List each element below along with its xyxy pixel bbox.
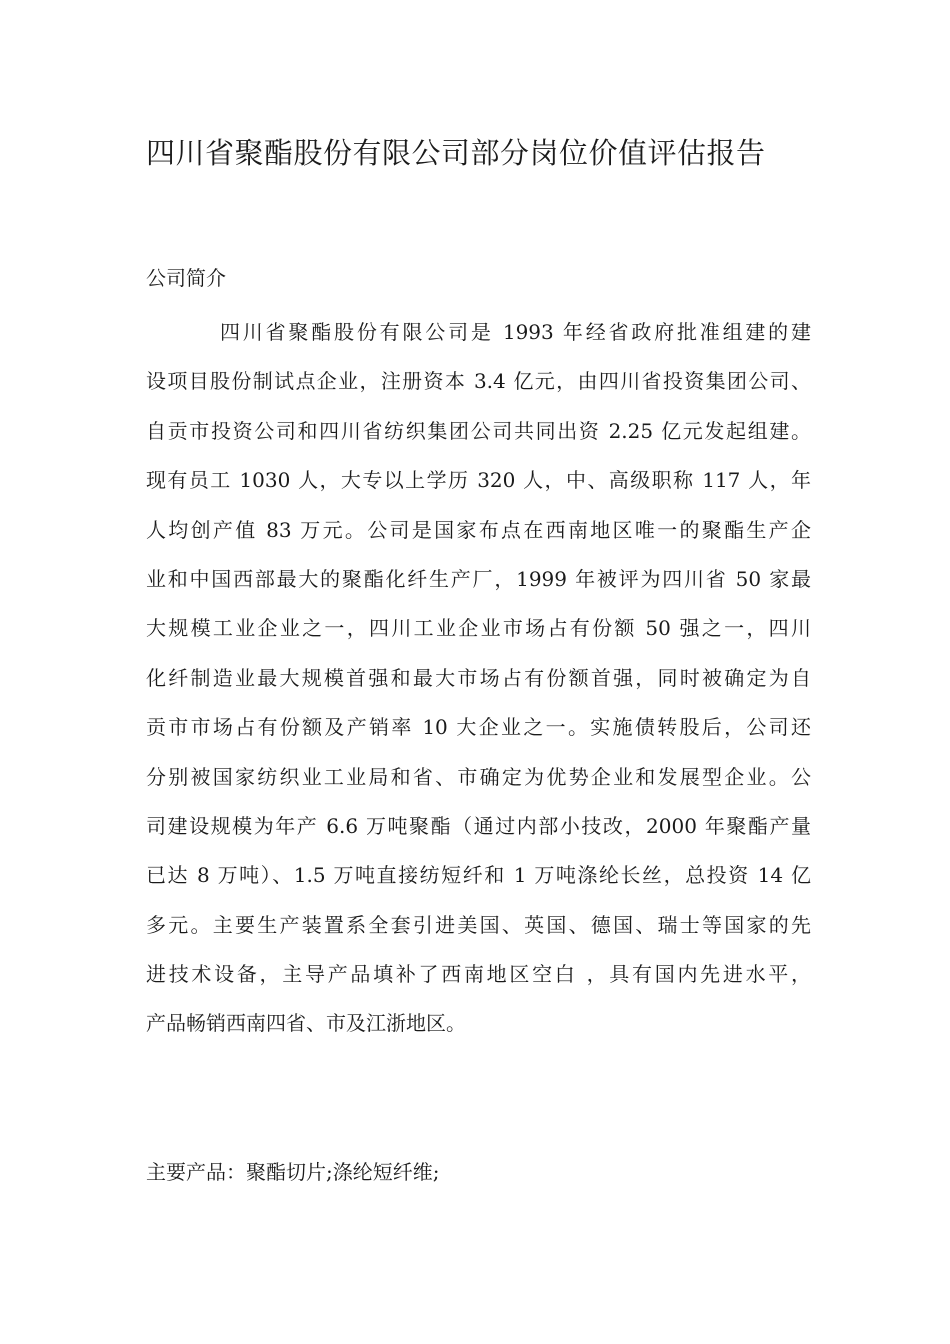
section-heading-company-intro: 公司简介 — [146, 266, 226, 290]
main-products-line: 主要产品：聚酯切片;涤纶短纤维; — [146, 1160, 440, 1184]
paragraph-line: 现有员工 1030 人，大专以上学历 320 人，中、高级职称 117 人，年 — [146, 468, 811, 493]
paragraph-line: 进技术设备，主导产品填补了西南地区空白 ，具有国内先进水平， — [146, 962, 811, 987]
paragraph-line: 产品畅销西南四省、市及江浙地区。 — [146, 1011, 466, 1036]
paragraph-line: 司建设规模为年产 6.6 万吨聚酯（通过内部小技改，2000 年聚酯产量 — [146, 813, 811, 838]
paragraph-line: 设项目股份制试点企业，注册资本 3.4 亿元，由四川省投资集团公司、 — [146, 369, 811, 394]
paragraph-line: 多元。主要生产装置系全套引进美国、英国、德国、瑞士等国家的先 — [146, 912, 811, 937]
paragraph-line: 人均创产值 83 万元。公司是国家布点在西南地区唯一的聚酯生产企 — [146, 517, 811, 542]
paragraph-line: 贡市市场占有份额及产销率 10 大企业之一。实施债转股后，公司还 — [146, 715, 811, 740]
paragraph-line: 业和中国西部最大的聚酯化纤生产厂，1999 年被评为四川省 50 家最 — [146, 566, 811, 591]
paragraph-line: 已达 8 万吨）、1.5 万吨直接纺短纤和 1 万吨涤纶长丝，总投资 14 亿 — [146, 863, 811, 888]
paragraph-line: 自贡市投资公司和四川省纺织集团公司共同出资 2.25 亿元发起组建。 — [146, 418, 811, 443]
paragraph-line: 分别被国家纺织业工业局和省、市确定为优势企业和发展型企业。公 — [146, 764, 811, 789]
paragraph-line: 四川省聚酯股份有限公司是 1993 年经省政府批准组建的建 — [220, 320, 811, 344]
document-title: 四川省聚酯股份有限公司部分岗位价值评估报告 — [146, 136, 766, 170]
company-intro-paragraph — [146, 308, 811, 1049]
paragraph-line: 化纤制造业最大规模首强和最大市场占有份额首强，同时被确定为自 — [146, 665, 811, 690]
paragraph-line: 大规模工业企业之一，四川工业企业市场占有份额 50 强之一，四川 — [146, 616, 811, 641]
